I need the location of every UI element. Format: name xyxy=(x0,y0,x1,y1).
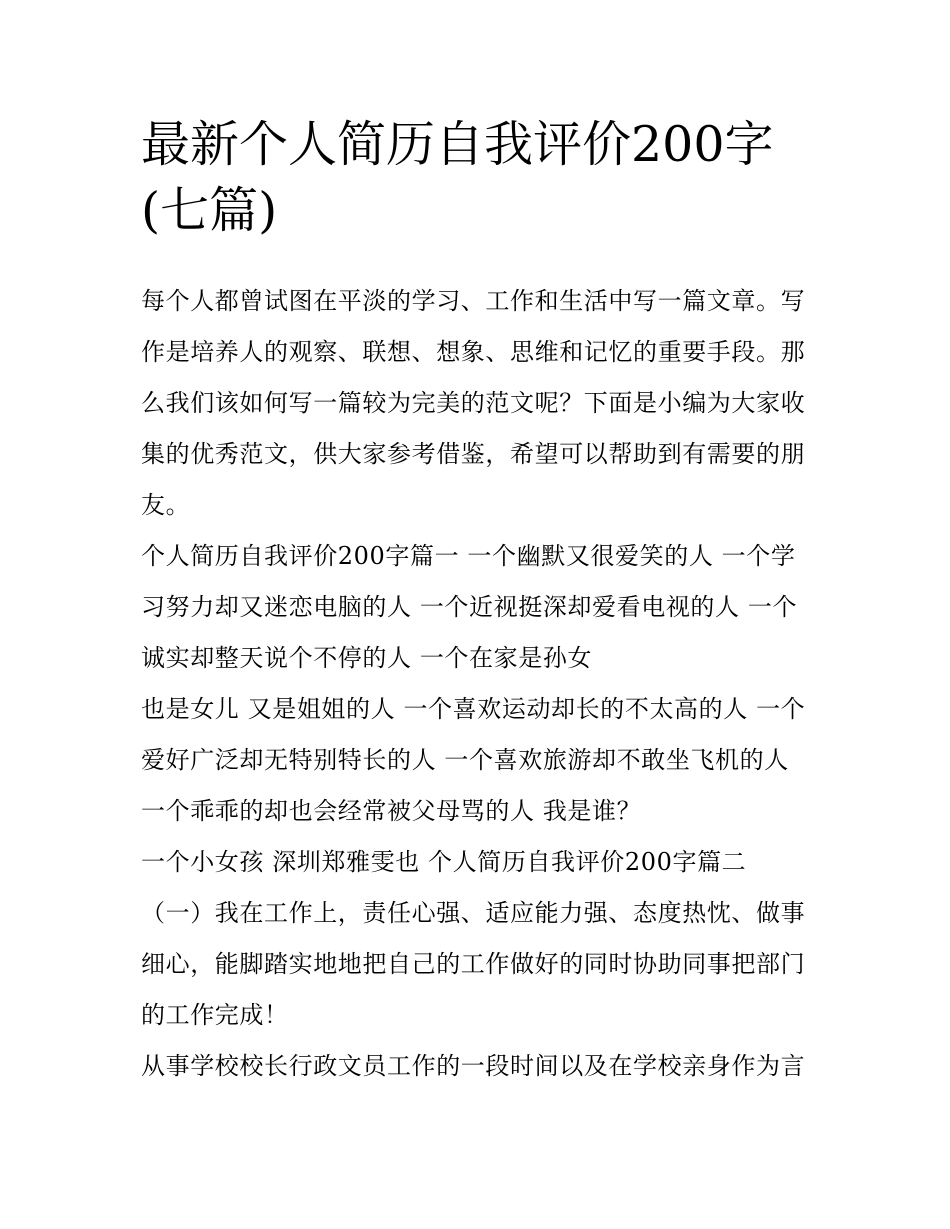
body-line: 从事学校校长行政文员工作的一段时间以及在学校亲身作为言 xyxy=(141,1052,806,1080)
body-line: 友。 xyxy=(141,491,191,519)
body-line: 集的优秀范文，供大家参考借鉴，希望可以帮助到有需要的朋 xyxy=(141,440,806,468)
document-body xyxy=(141,276,831,1092)
body-line: 的工作完成！ xyxy=(141,1001,289,1029)
body-line: （一）我在工作上，责任心强、适应能力强、态度热忱、做事 xyxy=(141,899,806,927)
body-line: 习努力却又迷恋电脑的人 一个近视挺深却爱看电视的人 一个 xyxy=(141,593,798,621)
body-line: 作是培养人的观察、联想、想象、思维和记忆的重要手段。那 xyxy=(141,338,806,366)
document-title xyxy=(141,112,821,244)
body-line: 么我们该如何写一篇较为完美的范文呢？下面是小编为大家收 xyxy=(141,389,806,417)
body-line: 也是女儿 又是姐姐的人 一个喜欢运动却长的不太高的人 一个 xyxy=(141,695,806,723)
body-line: 一个乖乖的却也会经常被父母骂的人 我是谁？ xyxy=(141,797,642,825)
body-line: 细心，能脚踏实地地把自己的工作做好的同时协助同事把部门 xyxy=(141,950,806,978)
body-line: 一个小女孩 深圳郑雅雯也 个人简历自我评价200字篇二 xyxy=(141,848,747,876)
body-line: 每个人都曾试图在平淡的学习、工作和生活中写一篇文章。写 xyxy=(141,287,806,315)
body-line: 爱好广泛却无特别特长的人 一个喜欢旅游却不敢坐飞机的人 xyxy=(141,746,789,774)
body-line: 个人简历自我评价200字篇一 一个幽默又很爱笑的人 一个学 xyxy=(141,542,796,570)
body-line: 诚实却整天说个不停的人 一个在家是孙女 xyxy=(141,644,593,672)
title-line-1: 最新个人简历自我评价200字 xyxy=(141,116,774,173)
title-line-2: (七篇) xyxy=(141,182,278,239)
